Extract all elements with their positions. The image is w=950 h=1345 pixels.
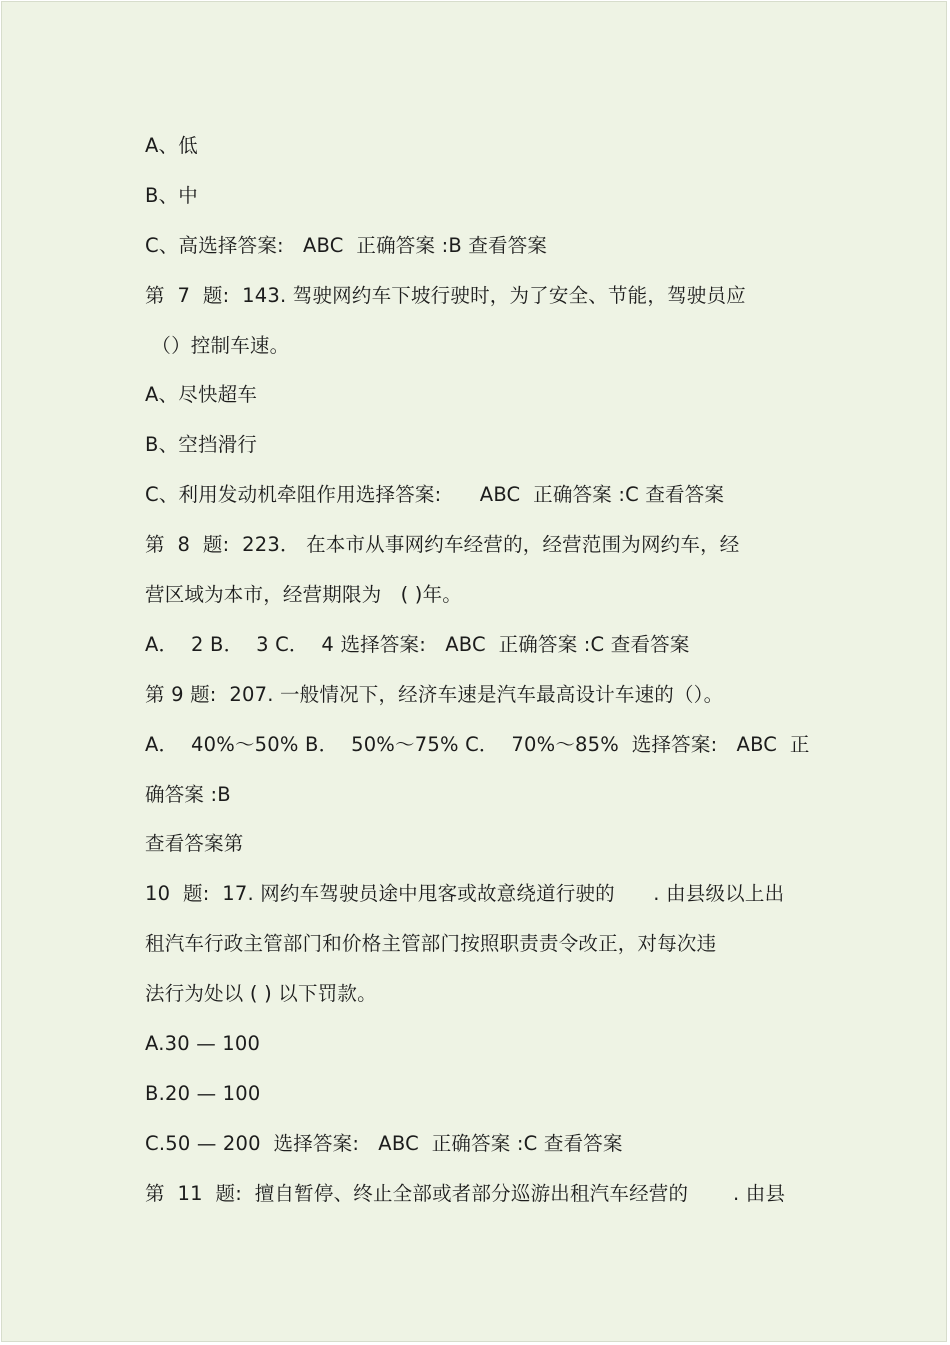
text-line: C、高选择答案: ABC 正确答案 :B 查看答案 [145,233,548,257]
text-line: B、空挡滑行 [145,433,258,457]
text-line: 第 9 题: 207. 一般情况下，经济车速是汽车最高设计车速的（）。 [145,682,724,706]
text-line: 第 7 题: 143. 驾驶网约车下坡行驶时，为了安全、节能，驾驶员应 [145,283,746,307]
text-line: B.20 — 100 [145,1081,261,1105]
text-line: （）控制车速。 [145,333,290,357]
text-line: A． 2 B． 3 C． 4 选择答案: ABC 正确答案 :C 查看答案 [145,632,690,656]
text-line: B、中 [145,183,198,207]
text-line: A． 40%～50% B． 50%～75% C． 70%～85% 选择答案: ABC 正 [145,732,810,756]
text-line: 法行为处以 ( ) 以下罚款。 [145,982,377,1006]
document-page [1,1,947,1342]
text-line: C、利用发动机牵阻作用选择答案: ABC 正确答案 :C 查看答案 [145,483,725,507]
text-line: A.30 — 100 [145,1032,261,1056]
text-line: 查看答案第 [145,832,244,856]
text-line: 营区域为本市，经营期限为 ( )年。 [145,583,463,607]
text-line: C.50 — 200 选择答案: ABC 正确答案 :C 查看答案 [145,1131,623,1155]
text-line: A、尽快超车 [145,383,258,407]
text-line: 确答案 :B [145,782,231,806]
document-body [145,128,825,1226]
text-line: 租汽车行政主管部门和价格主管部门按照职责责令改正，对每次违 [145,932,717,956]
text-line: 10 题: 17. 网约车驾驶员途中甩客或故意绕道行驶的 . 由县级以上出 [145,882,785,906]
text-line: 第 11 题: 擅自暂停、终止全部或者部分巡游出租汽车经营的 . 由县 [145,1181,786,1205]
text-line: A、低 [145,134,198,157]
text-line: 第 8 题: 223． 在本市从事网约车经营的，经营范围为网约车，经 [145,533,740,557]
